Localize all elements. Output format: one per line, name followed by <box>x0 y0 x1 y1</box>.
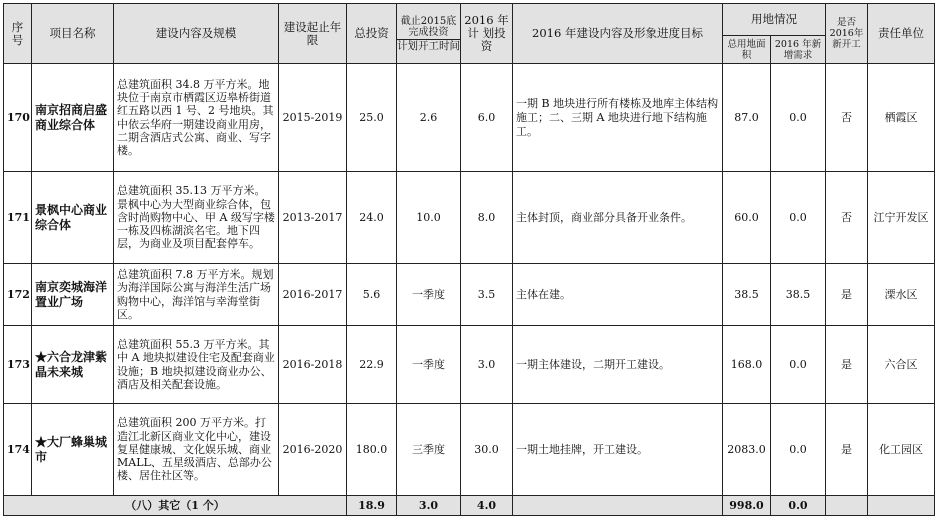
row-new-start: 否 <box>826 172 868 264</box>
table-row <box>4 404 935 496</box>
row-name: 南京招商启盛商业综合体 <box>32 64 114 172</box>
table-row <box>4 172 935 264</box>
row-seq: 170 <box>4 64 32 172</box>
summary-total: 18.9 <box>347 496 397 516</box>
row-land-total: 2083.0 <box>723 404 771 496</box>
row-progress: 一期土地挂牌，开工建设。 <box>513 404 723 496</box>
header-name: 项目名称 <box>32 4 114 64</box>
row-scale: 总建筑面积 55.3 万平方米。其中 A 地块拟建设住宅及配套商业设施；B 地块拟建设商业办公、酒店及相关配套设施。 <box>114 326 279 404</box>
row-unit: 六合区 <box>868 326 935 404</box>
row-name: 南京奕城海洋置业广场 <box>32 264 114 326</box>
row-new-start: 是 <box>826 264 868 326</box>
row-seq: 171 <box>4 172 32 264</box>
row-scale: 总建筑面积 34.8 万平方米。地块位于南京市栖霞区迈皋桥街道红五路以西 1 号、2 号地块。其中依云华府一期建设商业用房，二期含酒店式公寓、商业、写字楼。 <box>114 64 279 172</box>
row-new-start: 否 <box>826 64 868 172</box>
row-period: 2016-2020 <box>279 404 347 496</box>
row-period: 2013-2017 <box>279 172 347 264</box>
header-total: 总投资 <box>347 4 397 64</box>
row-land-new: 38.5 <box>771 264 826 326</box>
row-scale: 总建筑面积 200 万平方米。打造江北新区商业文化中心，建设复星健康城、文化娱乐城、商业 MALL、五星级酒店、总部办公楼、居住社区等。 <box>114 404 279 496</box>
row-plan: 3.0 <box>461 326 513 404</box>
header-seq: 序号 <box>4 4 32 64</box>
header-scale: 建设内容及规模 <box>114 4 279 64</box>
row-name: 景枫中心商业综合体 <box>32 172 114 264</box>
row-name: ★六合龙津紫晶未来城 <box>32 326 114 404</box>
row-unit: 江宁开发区 <box>868 172 935 264</box>
row-progress: 一期主体建设，二期开工建设。 <box>513 326 723 404</box>
row-plan: 3.5 <box>461 264 513 326</box>
summary-new-start <box>826 496 868 516</box>
row-cum: 2.6 <box>397 64 461 172</box>
row-land-total: 38.5 <box>723 264 771 326</box>
header-plan2016: 2016 年计 划投 资 <box>461 4 513 64</box>
project-table <box>3 3 935 516</box>
table-row <box>4 326 935 404</box>
row-scale: 总建筑面积 7.8 万平方米。规划为海洋国际公寓与海洋生活广场购物中心，海洋馆与幸海堂街区。 <box>114 264 279 326</box>
row-land-total: 87.0 <box>723 64 771 172</box>
row-total: 180.0 <box>347 404 397 496</box>
row-cum: 一季度 <box>397 326 461 404</box>
header-unit: 责任单位 <box>868 4 935 64</box>
header-progress: 2016 年建设内容及形象进度目标 <box>513 4 723 64</box>
header-land-new: 2016 年新增需求 <box>771 36 826 64</box>
row-unit: 化工园区 <box>868 404 935 496</box>
summary-progress <box>513 496 723 516</box>
header-cum-top: 截止2015底完成投资 <box>397 15 460 40</box>
row-cum: 10.0 <box>397 172 461 264</box>
row-land-new: 0.0 <box>771 404 826 496</box>
row-land-total: 168.0 <box>723 326 771 404</box>
row-period: 2015-2019 <box>279 64 347 172</box>
row-new-start: 是 <box>826 404 868 496</box>
row-progress: 一期 B 地块进行所有楼栋及地库主体结构施工；二、三期 A 地块进行地下结构施工。 <box>513 64 723 172</box>
header-new-start: 是否2016年新开工 <box>826 4 868 64</box>
row-cum: 三季度 <box>397 404 461 496</box>
summary-unit <box>868 496 935 516</box>
row-land-new: 0.0 <box>771 172 826 264</box>
row-total: 5.6 <box>347 264 397 326</box>
row-seq: 173 <box>4 326 32 404</box>
header-period: 建设起止年限 <box>279 4 347 64</box>
summary-row <box>4 496 935 516</box>
summary-land-total: 998.0 <box>723 496 771 516</box>
summary-plan: 4.0 <box>461 496 513 516</box>
summary-land-new: 0.0 <box>771 496 826 516</box>
header-land-total: 总用地面积 <box>723 36 771 64</box>
row-plan: 30.0 <box>461 404 513 496</box>
header-cum <box>397 4 461 64</box>
row-progress: 主体封顶，商业部分具备开业条件。 <box>513 172 723 264</box>
row-seq: 172 <box>4 264 32 326</box>
row-unit: 栖霞区 <box>868 64 935 172</box>
row-period: 2016-2017 <box>279 264 347 326</box>
row-land-new: 0.0 <box>771 64 826 172</box>
row-total: 25.0 <box>347 64 397 172</box>
row-total: 24.0 <box>347 172 397 264</box>
row-total: 22.9 <box>347 326 397 404</box>
row-unit: 溧水区 <box>868 264 935 326</box>
summary-cum: 3.0 <box>397 496 461 516</box>
row-new-start: 是 <box>826 326 868 404</box>
row-name: ★大厂蜂巢城市 <box>32 404 114 496</box>
row-cum: 一季度 <box>397 264 461 326</box>
header-land: 用地情况 <box>723 4 826 36</box>
summary-label: （八）其它（1 个） <box>4 496 347 516</box>
row-scale: 总建筑面积 35.13 万平方米。景枫中心为大型商业综合体，包含时尚购物中心、甲 A 级写字楼一栋及四栋湖滨名宅。地下四层，为商业及项目配套停车。 <box>114 172 279 264</box>
row-land-total: 60.0 <box>723 172 771 264</box>
header-cum-bottom: 计划开工时间 <box>397 39 460 52</box>
row-progress: 主体在建。 <box>513 264 723 326</box>
row-plan: 6.0 <box>461 64 513 172</box>
row-seq: 174 <box>4 404 32 496</box>
table-row <box>4 64 935 172</box>
table-row <box>4 264 935 326</box>
row-land-new: 0.0 <box>771 326 826 404</box>
row-period: 2016-2018 <box>279 326 347 404</box>
row-plan: 8.0 <box>461 172 513 264</box>
